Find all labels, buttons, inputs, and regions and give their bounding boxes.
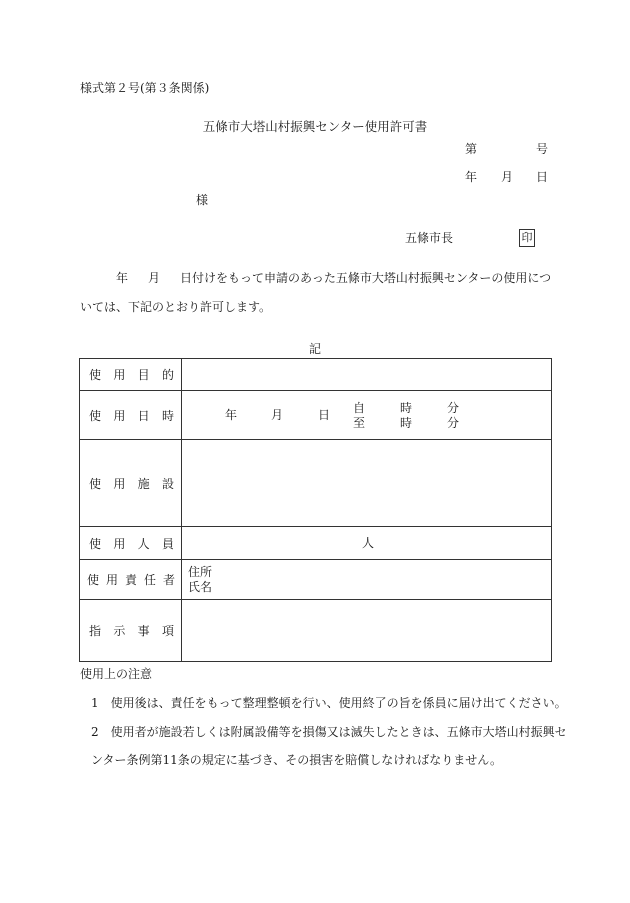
label-char: 使 (89, 368, 102, 382)
datetime-day: 日 (318, 408, 331, 422)
label-char: 使 (89, 476, 102, 491)
datetime-month: 月 (271, 408, 284, 422)
label-char: 設 (161, 476, 174, 491)
label-char: 指 (89, 624, 102, 638)
instructions-value-cell[interactable] (182, 600, 552, 662)
responsible-value-cell[interactable] (182, 560, 552, 600)
ki-heading: 記 (308, 342, 321, 356)
datetime-minute-from: 分 (447, 401, 460, 415)
label-char: 事 (137, 624, 150, 638)
row-purpose (80, 359, 552, 391)
label-char: 目 (137, 368, 150, 382)
persons-label (80, 527, 182, 560)
permit-table (79, 358, 552, 662)
label-char: 使 (89, 536, 102, 551)
row-persons (80, 527, 552, 560)
label-char: 使 (89, 408, 102, 423)
datetime-from: 自 (353, 401, 366, 415)
row-datetime (80, 391, 552, 440)
note-item-continuation: ンター条例第11条の規定に基づき、その損害を賠償しなければなりません。 (91, 753, 503, 767)
facility-label (80, 440, 182, 527)
name-label: 氏名 (188, 580, 213, 594)
body-year: 年 (116, 271, 129, 285)
label-char: 用 (113, 536, 126, 551)
label-char: 責 (124, 573, 137, 587)
row-instructions (80, 600, 552, 662)
label-char: 日 (137, 408, 150, 423)
seal-box: 印 (519, 229, 535, 247)
datetime-minute-to: 分 (447, 416, 460, 430)
datetime-label (80, 391, 182, 440)
instructions-label (80, 600, 182, 662)
addressee-suffix: 様 (196, 193, 209, 207)
datetime-hour-from: 時 (400, 401, 413, 415)
label-char: 員 (161, 536, 174, 551)
datetime-to: 至 (353, 416, 366, 430)
datetime-value-cell[interactable] (182, 391, 552, 440)
note-item: 2 使用者が施設若しくは附属設備等を損傷又は滅失したときは、五條市大塔山村振興セ (91, 725, 567, 739)
notes-title: 使用上の注意 (80, 667, 153, 681)
label-char: 示 (113, 624, 126, 638)
body-text: 日付けをもって申請のあった五條市大塔山村振興センターの使用につ (180, 271, 552, 285)
label-char: 人 (137, 536, 150, 551)
body-month: 月 (148, 271, 161, 285)
body-paragraph-line2: いては、下記のとおり許可します。 (80, 300, 272, 314)
issue-date-month: 月 (501, 170, 514, 184)
label-char: 用 (105, 573, 118, 587)
label-char: 用 (113, 476, 126, 491)
issue-date-day: 日 (536, 170, 549, 184)
persons-value-cell[interactable] (182, 527, 552, 560)
facility-value-cell[interactable] (182, 440, 552, 527)
datetime-year: 年 (225, 408, 238, 422)
purpose-value-cell[interactable] (182, 359, 552, 391)
issuer-title: 五條市長 (405, 231, 454, 245)
label-char: 施 (137, 476, 150, 491)
label-char: 時 (161, 408, 174, 423)
address-label: 住所 (188, 565, 213, 579)
label-char: 用 (113, 368, 126, 382)
datetime-hour-to: 時 (400, 416, 413, 430)
purpose-label (80, 359, 182, 391)
label-char: 任 (143, 573, 156, 587)
row-facility (80, 440, 552, 527)
form-number-label: 様式第２号(第３条関係) (80, 81, 210, 95)
label-char: 用 (113, 408, 126, 423)
issue-date-year: 年 (465, 170, 478, 184)
label-char: 使 (87, 573, 100, 587)
row-responsible (80, 560, 552, 600)
persons-unit: 人 (362, 536, 375, 550)
label-char: 項 (161, 624, 174, 638)
permit-number-suffix: 号 (536, 142, 549, 156)
label-char: 者 (162, 573, 175, 587)
permit-number-prefix: 第 (465, 142, 478, 156)
responsible-label (80, 560, 182, 600)
document-title: 五條市大塔山村振興センター使用許可書 (202, 119, 428, 134)
note-item: 1 使用後は、責任をもって整理整頓を行い、使用終了の旨を係員に届け出てください。 (91, 696, 567, 710)
label-char: 的 (161, 368, 174, 382)
